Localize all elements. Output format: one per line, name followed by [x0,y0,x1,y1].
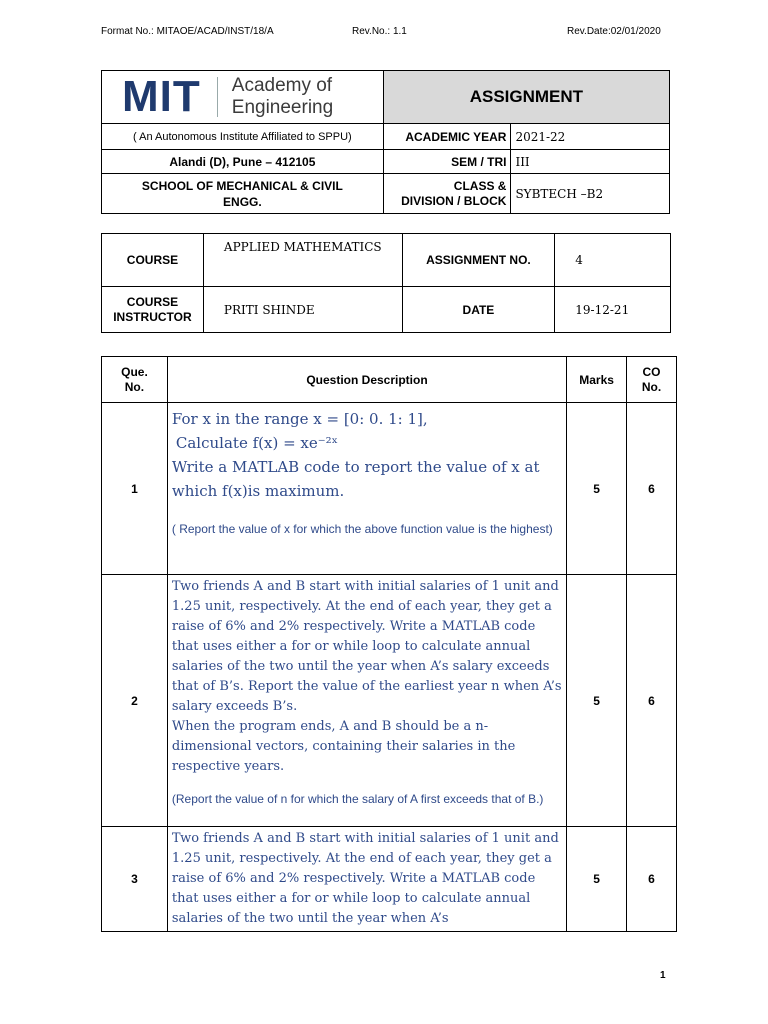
question-marks: 5 [567,827,627,932]
q3-text: Two friends A and B start with initial salaries of 1 unit and 1.25 unit, respectively. At the end of each year, they get a raise of 6% and 2% respectively. Write a MATLAB code that uses either a for or while loop to calculate annual salaries of the two until the year when A’s [171,831,559,926]
q1-task-line: Write a MATLAB code to report the value of x at which f(x)is maximum. [171,458,540,500]
class-division-value: SYBTECH –B2 [511,174,670,214]
q2-text: Two friends A and B start with initial salaries of 1 unit and 1.25 unit, respectively. At the end of each year, they get a raise of 6% and 2% respectively. Write a MATLAB code that uses either a for or while loop to calculate annual salaries of the two until the year when A’s salary exceeds that of B’s. Report the value of the earliest year n when A’s salary exceeds B’s. [171,579,562,714]
question-co: 6 [627,403,677,575]
instructor-label-line2: INSTRUCTOR [113,309,192,324]
assignment-no-label: ASSIGNMENT NO. [402,234,555,287]
question-number: 1 [102,403,168,575]
question-marks: 5 [567,575,627,827]
class-division-label [383,174,511,214]
school-line1: SCHOOL OF MECHANICAL & CIVIL [141,178,343,193]
revision-number: Rev.No.: 1.1 [352,26,407,37]
logo-academy-text [232,75,333,119]
affiliation-text: ( An Autonomous Institute Affiliated to SPPU) [102,124,384,150]
question-co: 6 [627,827,677,932]
q1-range-line: For x in the range x = [0: 0. 1: 1], [171,410,428,428]
q1-function-line: Calculate f(x) = xe⁻²ˣ [175,434,339,452]
class-label-line1: CLASS & [453,178,507,193]
header-table [101,70,670,214]
col-co-line1: CO [642,364,661,379]
academic-year-value: 2021-22 [511,124,670,150]
assignment-title: ASSIGNMENT [383,71,669,124]
school-line2: ENGG. [223,194,262,209]
col-que-line2: No. [124,379,145,394]
questions-table [101,356,677,932]
revision-date: Rev.Date:02/01/2020 [567,26,661,37]
academic-year-label: ACADEMIC YEAR [383,124,511,150]
col-co-line2: No. [641,379,662,394]
course-value: APPLIED MATHEMATICS [203,234,402,287]
school-name [102,174,384,214]
question-row-3 [102,827,677,932]
question-description [167,403,566,575]
question-row-2 [102,575,677,827]
question-row-1 [102,403,677,575]
col-marks: Marks [567,357,627,403]
instructor-label-line1: COURSE [126,294,179,309]
sem-label: SEM / TRI [383,150,511,174]
sem-value: III [511,150,670,174]
question-marks: 5 [567,403,627,575]
institute-logo [102,71,383,123]
course-label: COURSE [102,234,204,287]
logo-line1: Academy of [231,75,333,96]
page-number: 1 [660,970,666,981]
col-co-no [627,357,677,403]
instructor-value: PRITI SHINDE [203,287,402,333]
logo-mit-text: MIT [122,72,201,121]
col-question-description: Question Description [167,357,566,403]
q2-note: (Report the value of n for which the salary of A first exceeds that of B.) [171,792,544,806]
date-value: 19-12-21 [555,287,671,333]
question-number: 3 [102,827,168,932]
col-que-no [102,357,168,403]
question-number: 2 [102,575,168,827]
question-description [167,827,566,932]
logo-line2: Engineering [231,97,334,118]
date-label: DATE [402,287,555,333]
q1-note: ( Report the value of x for which the above function value is the highest) [171,522,553,536]
question-co: 6 [627,575,677,827]
course-table [101,233,671,333]
assignment-no-value: 4 [555,234,671,287]
instructor-label [102,287,204,333]
format-number: Format No.: MITAOE/ACAD/INST/18/A [101,26,274,37]
class-label-line2: DIVISION / BLOCK [401,193,507,208]
col-que-line1: Que. [121,364,148,379]
logo-cell [102,71,384,124]
question-description [167,575,566,827]
logo-divider [217,77,218,117]
q2-text-continued: When the program ends, A and B should be a n-dimensional vectors, containing their salaries in the respective years. [171,719,516,774]
address-text: Alandi (D), Pune – 412105 [102,150,384,174]
